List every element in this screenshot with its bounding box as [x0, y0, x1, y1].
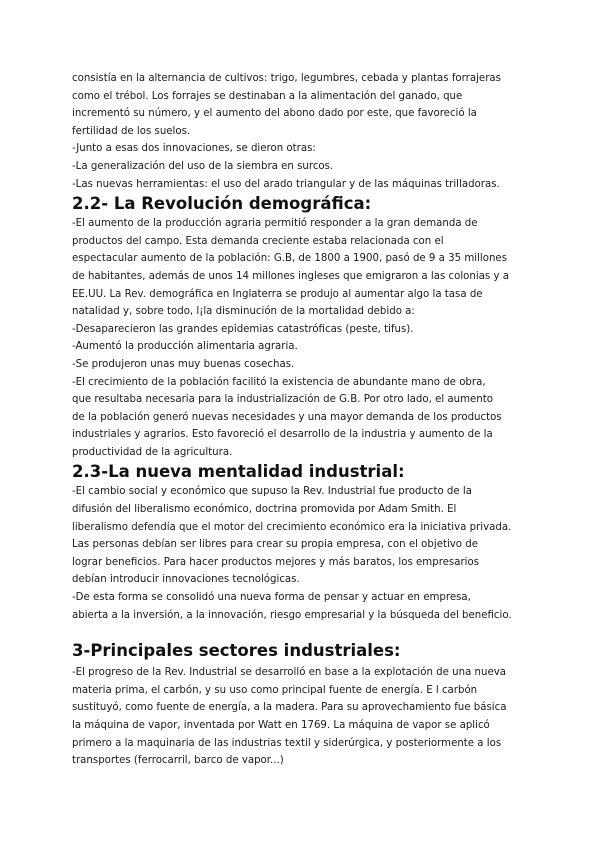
text-line: materia prima, el carbón, y su uso como principal fuente de energía. E l carbón: [72, 684, 478, 696]
text-line: como el trébol. Los forrajes se destinaban a la alimentación del ganado, que: [72, 90, 463, 102]
text-line: difusión del liberalismo económico, doctrina promovida por Adam Smith. El: [72, 504, 457, 516]
text-line: natalidad y, sobre todo, l¡la disminución de la mortalidad debido a:: [72, 306, 415, 318]
section-heading-demografica: 2.2- La Revolución demográfica:: [72, 194, 372, 214]
text-line: Las personas debían ser libres para crear su propia empresa, con el objetivo de: [72, 539, 479, 551]
text-line: -El cambio social y económico que supuso la Rev. Industrial fue producto de la: [72, 486, 472, 498]
text-line: -Junto a esas dos innovaciones, se dieron otras:: [72, 143, 316, 155]
text-line: que resultaba necesaria para la industrialización de G.B. Por otro lado, el aumento: [72, 394, 493, 406]
text-line: transportes (ferrocarril, barco de vapor...): [72, 755, 284, 767]
text-line: -El crecimiento de la población facilitó la existencia de abundante mano de obra,: [72, 376, 486, 388]
text-line: de la población generó nuevas necesidades y una mayor demanda de los productos: [72, 411, 502, 423]
text-line: productividad de la agricultura.: [72, 446, 233, 458]
text-line: debían introducir innovaciones tecnológicas.: [72, 574, 300, 586]
text-line: espectacular aumento de la población: G.B, de 1800 a 1900, pasó de 9 a 35 millones: [72, 253, 507, 265]
text-line: incrementó su número, y el aumento del abono dado por este, que favoreció la: [72, 108, 477, 120]
text-line: -Aumentó la producción alimentaria agraria.: [72, 341, 298, 353]
text-line: -Se produjeron unas muy buenas cosechas.: [72, 358, 295, 370]
text-line: -Las nuevas herramientas: el uso del arado triangular y de las máquinas trilladoras.: [72, 178, 500, 190]
text-line: -El aumento de la producción agraria permitió responder a la gran demanda de: [72, 218, 478, 230]
document-page: [72, 70, 528, 770]
text-line: -De esta forma se consolidó una nueva forma de pensar y actuar en empresa,: [72, 592, 471, 604]
section-heading-sectores: 3-Principales sectores industriales:: [72, 641, 401, 661]
text-line: fertilidad de los suelos.: [72, 125, 191, 137]
text-line: -La generalización del uso de la siembra en surcos.: [72, 160, 334, 172]
text-line: de habitantes, además de unos 14 millones ingleses que emigraron a las colonias y a: [72, 270, 509, 282]
text-line: abierta a la inversión, a la innovación, riesgo empresarial y la búsqueda del beneficio.: [72, 609, 512, 621]
text-line: la máquina de vapor, inventada por Watt en 1769. La máquina de vapor se aplicó: [72, 720, 490, 731]
section-heading-mentalidad: 2.3-La nueva mentalidad industrial:: [72, 462, 405, 482]
text-line: liberalismo defendía que el motor del crecimiento económico era la iniciativa privada.: [72, 521, 512, 533]
section-body-sectores: [72, 664, 528, 770]
text-line: industriales y agrarios. Esto favoreció el desarrollo de la industria y aumento de la: [72, 429, 493, 441]
text-line: lograr beneficios. Para hacer productos mejores y más baratos, los empresarios: [72, 556, 480, 568]
text-line: consistía en la alternancia de cultivos: trigo, legumbres, cebada y plantas forrajeras: [72, 73, 501, 84]
section-body-demografica: [72, 215, 528, 461]
text-line: sustituyó, como fuente de energía, a la madera. Para su aprovechamiento fue básica: [72, 702, 507, 714]
text-line: -El progreso de la Rev. Industrial se desarrolló en base a la explotación de una nueva: [72, 667, 507, 679]
text-line: primero a la maquinaria de las industrias textil y siderúrgica, y posteriormente a los: [72, 737, 502, 749]
text-line: productos del campo. Esta demanda creciente estaba relacionada con el: [72, 235, 444, 247]
text-line: -Desaparecieron las grandes epidemias catastróficas (peste, tifus).: [72, 323, 414, 335]
intro-block: [72, 70, 528, 193]
text-line: EE.UU. La Rev. demográfica en Inglaterra se produjo al aumentar algo la tasa de: [72, 288, 483, 300]
section-body-mentalidad: [72, 483, 528, 624]
